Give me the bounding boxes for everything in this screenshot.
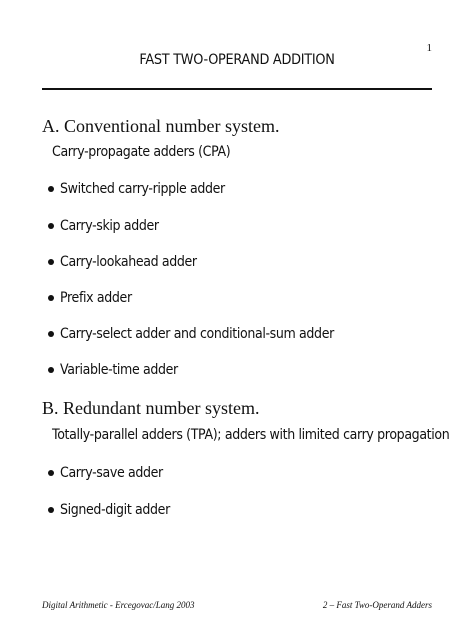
page-number: 1 bbox=[426, 42, 432, 54]
list-item-label: Variable-time adder bbox=[60, 362, 178, 378]
list-item bbox=[48, 362, 191, 378]
bullet-icon bbox=[48, 470, 54, 476]
bullet-icon bbox=[48, 331, 54, 337]
bullet-icon bbox=[48, 186, 54, 192]
list-item bbox=[48, 254, 212, 270]
list-item-label: Signed-digit adder bbox=[60, 502, 170, 518]
list-item bbox=[48, 218, 170, 234]
section-b-subheading: Totally-parallel adders (TPA); adders with limited carry propagation bbox=[52, 427, 450, 443]
bullet-icon bbox=[48, 507, 54, 513]
section-a-heading: A. Conventional number system. bbox=[42, 116, 280, 136]
list-item-label: Switched carry-ripple adder bbox=[60, 181, 225, 197]
list-item bbox=[48, 502, 182, 518]
list-item-label: Carry-skip adder bbox=[60, 218, 159, 234]
section-b-heading: B. Redundant number system. bbox=[42, 398, 260, 418]
title-divider bbox=[42, 88, 432, 90]
list-item-label: Carry-lookahead adder bbox=[60, 254, 197, 270]
list-item bbox=[48, 326, 364, 342]
footer-right: 2 – Fast Two-Operand Adders bbox=[322, 600, 432, 610]
list-item-label: Carry-save adder bbox=[60, 465, 163, 481]
list-item bbox=[48, 465, 174, 481]
bullet-icon bbox=[48, 223, 54, 229]
list-item bbox=[48, 290, 140, 306]
bullet-icon bbox=[48, 295, 54, 301]
list-item-label: Prefix adder bbox=[60, 290, 132, 306]
section-a-subheading: Carry-propagate adders (CPA) bbox=[52, 144, 231, 160]
footer-left: Digital Arithmetic - Ercegovac/Lang 2003 bbox=[42, 600, 195, 610]
bullet-icon bbox=[48, 259, 54, 265]
list-item-label: Carry-select adder and conditional-sum adder bbox=[60, 326, 334, 342]
list-item bbox=[48, 181, 243, 197]
bullet-icon bbox=[48, 367, 54, 373]
page-title: FAST TWO-OPERAND ADDITION bbox=[139, 52, 335, 68]
